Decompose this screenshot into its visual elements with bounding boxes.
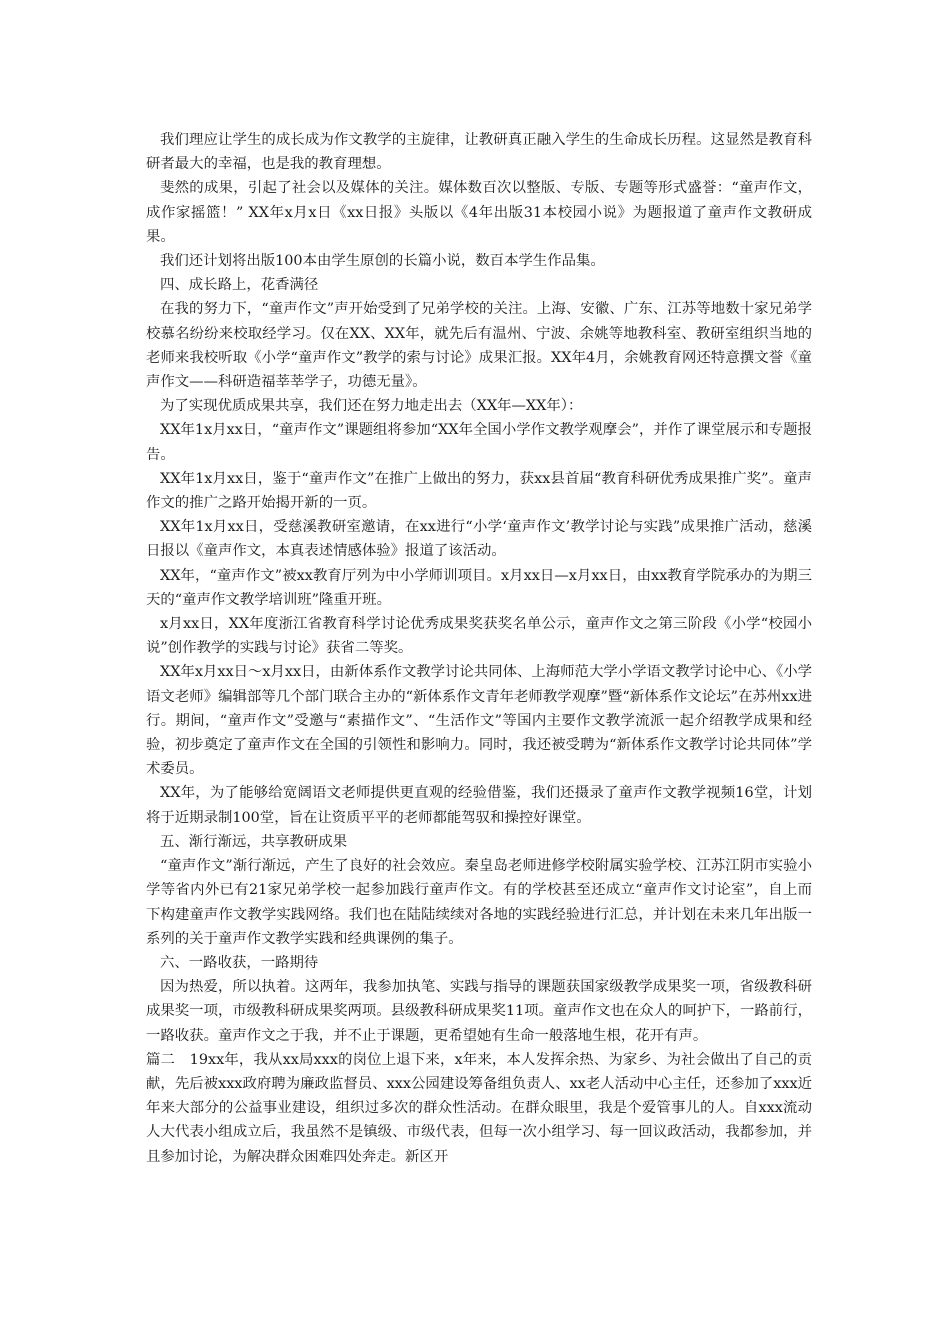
- paragraph: XX年x月xx日～x月xx日，由新体系作文教学讨论共同体、上海师范大学小学语文教学讨论中心、《小学语文老师》编辑部等几个部门联合主办的“新体系作文青年老师教学观摩”暨“新体系作文论坛”在苏州xx进行。期间，“童声作文”受邀与“素描作文”、“生活作文”等国内主要作文教学流派一起介绍教学成果和经验，初步奠定了童声作文在全国的引领性和影响力。同时，我还被受聘为“新体系作文教学讨论共同体”学术委员。: [146, 664, 813, 778]
- paragraph: XX年，为了能够给宽阔语文老师提供更直观的经验借鉴，我们还摄录了童声作文教学视频16堂，计划将于近期录制100堂，旨在让资质平平的老师都能驾驭和操控好课堂。: [146, 785, 812, 826]
- paragraph: 我们理应让学生的成长成为作文教学的主旋律，让教研真正融入学生的生命成长历程。这显然是教育科研者最大的幸福，也是我的教育理想。: [146, 132, 812, 173]
- paragraph: 因为热爱，所以执着。这两年，我参加执笔、实践与指导的课题获国家级教学成果奖一项，省级教科研成果奖一项，市级教科研成果奖两项。县级教科研成果奖11项。童声作文也在众人的呵护下，一路前行，一路收获。童声作文之于我，并不止于课题，更希望她有生命一般落地生根，花开有声。: [146, 979, 812, 1044]
- section-heading: 五、渐行渐远，共享教研成果: [160, 833, 348, 850]
- paragraph: 我们还计划将出版100本由学生原创的长篇小说，数百本学生作品集。: [160, 253, 605, 270]
- section-heading: 六、一路收获，一路期待: [160, 954, 319, 971]
- paragraph: XX年1x月xx日，“童声作文”课题组将参加“XX年全国小学作文教学观摩会”，并作了课堂展示和专题报告。: [146, 422, 812, 463]
- paragraph: x月xx日，XX年度浙江省教育科学讨论优秀成果奖获奖名单公示，童声作文之第三阶段《小学“校园小说”创作教学的实践与讨论》获省二等奖。: [146, 616, 812, 657]
- paragraph: 篇二 19xx年，我从xx局xxx的岗位上退下来，x年来，本人发挥余热、为家乡、为社会做出了自己的贡献，先后被xxx政府聘为廉政监督员、xxx公园建设筹备组负责人、xx老人活动中心主任，还参加了xxx近年来大部分的公益事业建设，组织过多次的群众性活动。在群众眼里，我是个爱管事儿的人。自xxx流动人大代表小组成立后，我虽然不是镇级、市级代表，但每一次小组学习、每一回议政活动，我都参加，并且参加讨论，为解决群众困难四处奔走。新区开: [146, 1051, 812, 1165]
- paragraph: “童声作文”渐行渐远，产生了良好的社会效应。秦皇岛老师进修学校附属实验学校、江苏江阴市实验小学等省内外已有21家兄弟学校一起参加践行童声作文。有的学校甚至还成立“童声作文讨论室”，自上而下构建童声作文教学实践网络。我们也在陆陆续续对各地的实践经验进行汇总，并计划在未来几年出版一系列的关于童声作文教学实践和经典课例的集子。: [146, 858, 812, 947]
- document-body: [146, 128, 812, 1169]
- paragraph: 斐然的成果，引起了社会以及媒体的关注。媒体数百次以整版、专版、专题等形式盛誉：“童声作文，成作家摇篮！” XX年x月x日《xx日报》头版以《4年出版31本校园小说》为题报道了童声作文教研成果。: [146, 180, 812, 245]
- paragraph: XX年1x月xx日，受慈溪教研室邀请，在xx进行“小学‘童声作文’教学讨论与实践”成果推广活动，慈溪日报以《童声作文，本真表述情感体验》报道了该活动。: [146, 519, 812, 560]
- paragraph: 为了实现优质成果共享，我们还在努力地走出去（XX年—XX年）：: [160, 398, 583, 415]
- paragraph: 在我的努力下，“童声作文”声开始受到了兄弟学校的关注。上海、安徽、广东、江苏等地数十家兄弟学校慕名纷纷来校取经学习。仅在XX、XX年，就先后有温州、宁波、余姚等地教科室、教研室组织当地的老师来我校听取《小学“童声作文”教学的索与讨论》成果汇报。XX年4月，余姚教育网还特意撰文誉《童声作文——科研造福莘莘学子，功德无量》。: [146, 301, 812, 391]
- paragraph: XX年，“童声作文”被xx教育厅列为中小学师训项目。x月xx日—x月xx日，由xx教育学院承办的为期三天的“童声作文教学培训班”隆重开班。: [146, 567, 812, 608]
- paragraph: XX年1x月xx日，鉴于“童声作文”在推广上做出的努力，获xx县首届“教育科研优秀成果推广奖”。童声作文的推广之路开始揭开新的一页。: [146, 470, 812, 512]
- section-heading: 四、成长路上，花香满径: [160, 277, 319, 294]
